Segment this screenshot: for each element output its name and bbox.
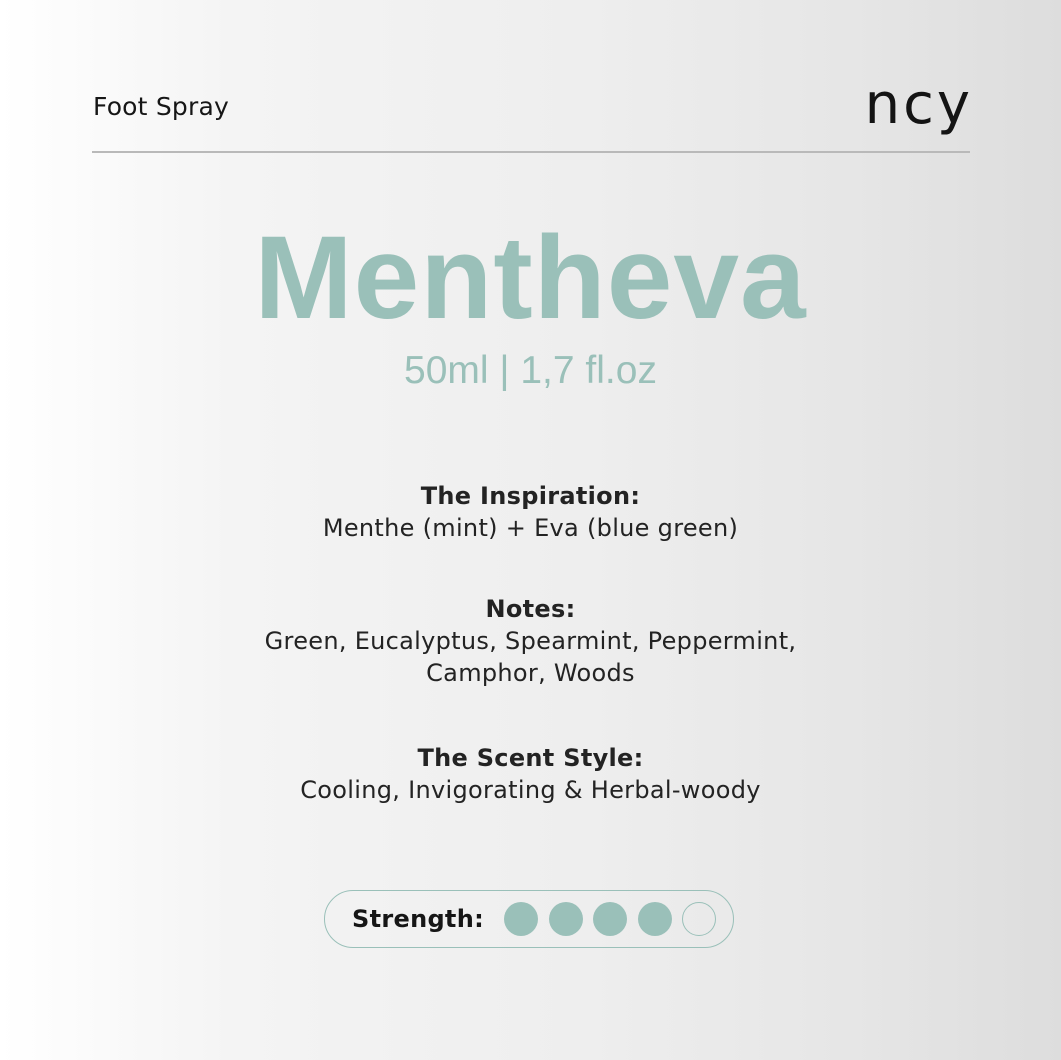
inspiration-section xyxy=(0,480,1061,544)
strength-dot-filled xyxy=(504,902,538,936)
category-label: Foot Spray xyxy=(93,92,229,121)
notes-text-line: Green, Eucalyptus, Spearmint, Peppermint, xyxy=(264,627,797,655)
scent-style-section xyxy=(0,742,1061,806)
inspiration-text: Menthe (mint) + Eva (blue green) xyxy=(322,514,739,542)
strength-indicator xyxy=(324,890,734,948)
strength-label: Strength: xyxy=(352,905,484,933)
notes-label: Notes: xyxy=(485,595,576,623)
header-divider xyxy=(92,151,970,153)
product-name: Mentheva xyxy=(254,212,807,344)
scent-style-label: The Scent Style: xyxy=(417,744,644,772)
strength-dot-filled xyxy=(638,902,672,936)
strength-dot-filled xyxy=(549,902,583,936)
strength-dots xyxy=(504,902,727,936)
notes-text-line: Camphor, Woods xyxy=(426,659,635,687)
scent-style-text: Cooling, Invigorating & Herbal-woody xyxy=(300,776,761,804)
notes-section xyxy=(0,593,1061,689)
strength-dot-filled xyxy=(593,902,627,936)
brand-logo: ncy xyxy=(864,72,973,137)
inspiration-label: The Inspiration: xyxy=(420,482,641,510)
product-volume: 50ml | 1,7 fl.oz xyxy=(404,349,657,392)
strength-dot-empty xyxy=(682,902,716,936)
